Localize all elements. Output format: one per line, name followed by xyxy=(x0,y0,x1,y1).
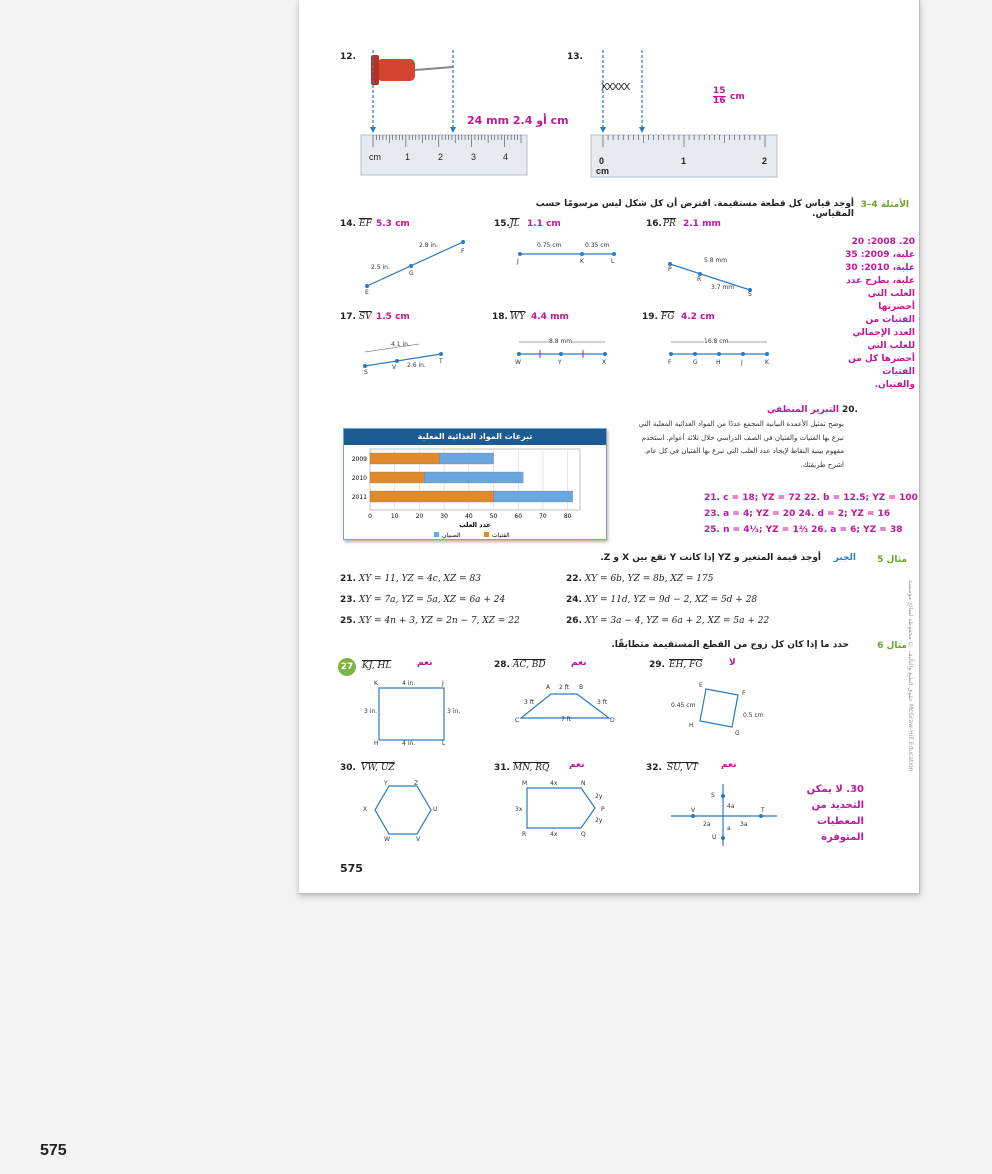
ruler-tick-3: 3 xyxy=(471,152,477,162)
label-J: J xyxy=(741,359,743,366)
exercise-28-trapezoid-figure xyxy=(517,690,617,730)
label-N: N xyxy=(581,780,586,787)
label-2y-bottom: 2y xyxy=(595,817,603,824)
exercise-32-cross-figure xyxy=(669,780,779,850)
exercise-29-answer: لا xyxy=(729,658,736,668)
label-H: H xyxy=(374,740,379,747)
exercise-29-segments: EH, FG xyxy=(669,660,703,670)
exercise-17-answer: 1.5 cm xyxy=(376,312,410,322)
label-Q: Q xyxy=(581,831,586,838)
label-K: K xyxy=(374,680,378,687)
exercise-28-number: 28. xyxy=(494,660,510,670)
label-F: F xyxy=(668,359,672,366)
exercise-31-number: 31. xyxy=(494,763,510,773)
exercise-31-answer: نعم xyxy=(569,760,585,770)
label-Z: Z xyxy=(414,780,419,787)
exercise-14-number: 14. xyxy=(340,219,356,229)
side-answer-30: 30. لا يمكن التحديد من المعطيات المتوفرة xyxy=(806,784,864,843)
exercise-16-answer: 2.1 mm xyxy=(683,219,721,229)
exercise-20-title: التبرير المنطقي xyxy=(766,405,839,415)
label-4-1in: 4.1 in. xyxy=(391,341,410,348)
section-tag-example-5: مثال 5 xyxy=(877,555,907,565)
exercise-18-number: 18. xyxy=(492,312,508,322)
exercise-20-number: 20. xyxy=(842,405,858,415)
label-G: G xyxy=(409,270,414,277)
label-2-5in: 2.5 in. xyxy=(371,264,390,271)
label-H: H xyxy=(689,722,694,729)
ruler-unit-label: cm xyxy=(596,166,610,176)
label-2y-top: 2y xyxy=(595,793,603,800)
exercise-13-number: 13. xyxy=(567,52,583,62)
label-F: F xyxy=(461,248,465,255)
ruler-tick-2: 2 xyxy=(438,152,444,162)
label-G: G xyxy=(735,730,740,737)
label-2-6in: 2.6 in. xyxy=(407,362,426,369)
section-instruction: أوجد قياس كل قطعة مستقيمة. افترض أن كل شكل ليس مرسومًا حسب المقياس. xyxy=(535,199,854,219)
legend-swatch-1 xyxy=(434,532,439,537)
exercise-31-pentagon-figure xyxy=(521,784,601,834)
label-4x-top: 4x xyxy=(550,780,558,787)
chart-title: تبرعات المواد الغذائية المعلبة xyxy=(344,429,606,445)
bar-2010-series-0 xyxy=(370,472,424,483)
x-tick-label: 50 xyxy=(489,513,498,520)
x-tick-label: 80 xyxy=(563,513,572,520)
label-X: X xyxy=(363,806,368,813)
label-3-7mm: 3.7 mm xyxy=(711,284,735,291)
exercise-30-segments: VW, UZ xyxy=(361,763,395,773)
exercise-27-answer: نعم xyxy=(417,658,433,668)
label-top-4in: 4 in. xyxy=(402,680,416,687)
problem-21: 21. XY = 11, YZ = 4c, XZ = 83 xyxy=(340,574,481,584)
label-M: M xyxy=(522,780,528,787)
label-J: J xyxy=(442,680,444,687)
x-tick-label: 60 xyxy=(514,513,523,520)
x-tick-label: 30 xyxy=(440,513,448,520)
legend-label-1: الصبيان xyxy=(442,532,461,539)
problem-23: 23. XY = 7a, YZ = 5a, XZ = 6a + 24 xyxy=(340,595,506,605)
label-B: B xyxy=(579,684,584,691)
bar-2011-series-0 xyxy=(370,491,494,502)
label-S: S xyxy=(364,369,368,376)
exercise-16-segment: $\overline{PR}$ xyxy=(663,219,676,229)
exercise-19-answer: 4.2 cm xyxy=(681,312,715,322)
exercise-19-number: 19. xyxy=(642,312,658,322)
answers-23-24: 23. a = 4; YZ = 20 24. d = 2; YZ = 16 xyxy=(704,509,891,519)
exercise-32-segments: SU, VT xyxy=(667,763,699,773)
algebra-label: الجبر xyxy=(833,553,856,563)
answers-25-26: 25. n = 4⅓; YZ = 1⅔ 26. a = 6; YZ = 38 xyxy=(704,525,903,535)
label-E: E xyxy=(365,289,369,296)
ruler-unit-label: cm xyxy=(369,152,381,162)
label-2a: 2a xyxy=(703,821,711,828)
x-tick-label: 0 xyxy=(368,513,372,520)
exercise-14-answer: 5.3 cm xyxy=(376,219,410,229)
label-left-3in: 3 in. xyxy=(364,708,378,715)
label-0-5cm: 0.5 cm xyxy=(743,712,764,719)
label-16-8cm: 16.8 cm xyxy=(704,338,729,345)
label-K: K xyxy=(765,359,769,366)
pushpin-needle xyxy=(415,67,453,70)
section3-instruction: حدد ما إذا كان كل زوج من القطع المستقيمة متطابقًا. xyxy=(611,640,849,650)
label-2-8in: 2.8 in. xyxy=(419,242,438,249)
label-4a: 4a xyxy=(727,803,735,810)
exercise-27-badge: 27 xyxy=(338,658,356,676)
problem-26: 26. XY = 3a − 4, YZ = 6a + 2, XZ = 5a + 22 xyxy=(566,616,770,626)
label-J: J xyxy=(517,258,519,265)
legend-label-0: الفتيات xyxy=(492,532,510,539)
answers-21-22: 21. c = 18; YZ = 72 22. b = 12.5; YZ = 100 xyxy=(704,493,918,503)
label-F: F xyxy=(742,690,746,697)
inner-page-number: 575 xyxy=(340,862,363,875)
exercise-28-answer: نعم xyxy=(571,658,587,668)
outer-page-number: 575 xyxy=(40,1142,67,1159)
label-right-3in: 3 in. xyxy=(447,708,461,715)
label-V: V xyxy=(416,836,421,843)
pushpin-head xyxy=(377,59,415,81)
exercise-28-segments: AC, BD xyxy=(513,660,546,670)
exercise-31-segments: MN, RQ xyxy=(513,763,550,773)
problem-22: 22. XY = 6b, YZ = 8b, XZ = 175 xyxy=(566,574,714,584)
section2-instruction: أوجد قيمة المتغير و YZ إذا كانت Y تقع بين X و Z. xyxy=(600,553,821,563)
label-C: C xyxy=(515,717,520,724)
bar-2011-series-1 xyxy=(494,491,573,502)
exercise-15-answer: 1.1 cm xyxy=(527,219,561,229)
x-tick-label: 10 xyxy=(390,513,399,520)
label-X: X xyxy=(602,359,607,366)
exercise-20-text: يوضح تمثيل الأعمدة البيانية المجمع عددًا من المواد الغذائية المعلبة التي تبرع بها الفتيات والفتيان في الصف الدراسي خلال ثلاثة أعوام. استخدم مفهوم بينية النقاط لإيجاد عدد العلب التي تبرع بها الفتيان في كل عام. اشرح طريقتك. xyxy=(638,420,844,469)
exercise-13-answer-unit: cm xyxy=(730,92,745,102)
label-S: S xyxy=(711,792,715,799)
label-right-3ft: 3 ft xyxy=(597,699,608,706)
textbook-page xyxy=(299,0,920,894)
exercise-19-segment: $\overline{FG}$ xyxy=(661,312,675,322)
label-V: V xyxy=(691,807,696,814)
section-tag-example-6: مثال 6 xyxy=(877,641,907,651)
label-0-45cm: 0.45 cm xyxy=(671,702,696,709)
label-D: D xyxy=(610,717,615,724)
exercise-13-answer-fraction: 15 16 xyxy=(713,86,726,106)
exercise-12-number: 12. xyxy=(340,52,356,62)
exercise-12-answer: 24 mm أو 2.4 cm xyxy=(467,114,569,127)
chart-plot xyxy=(344,445,606,539)
ruler-tick-1: 1 xyxy=(405,152,411,162)
ruler-tick-2: 2 xyxy=(762,156,768,166)
publisher-vertical-text: حقوق الطبع والتأليف © محفوظة لصالح مؤسسة McGraw-Hill Education xyxy=(907,580,914,772)
label-L: L xyxy=(442,740,446,747)
label-K: K xyxy=(580,258,584,265)
x-tick-label: 20 xyxy=(415,513,424,520)
exercise-17-segment: $\overline{SV}$ xyxy=(359,312,372,322)
bar-2010-series-1 xyxy=(424,472,523,483)
label-5-8mm: 5.8 mm xyxy=(704,257,728,264)
label-G: G xyxy=(693,359,698,366)
bar-2009-series-0 xyxy=(370,453,439,464)
exercise-18-segment: $\overline{WY}$ xyxy=(510,312,526,322)
label-R: R xyxy=(697,276,702,283)
label-3a: 3a xyxy=(740,821,748,828)
exercise-32-number: 32. xyxy=(646,763,662,773)
problem-25: 25. XY = 4n + 3, YZ = 2n − 7, XZ = 22 xyxy=(340,616,520,626)
ruler-tick-0: 0 xyxy=(599,156,605,166)
x-axis-label: عدد العلب xyxy=(459,521,491,529)
label-2ft: 2 ft xyxy=(559,684,570,691)
label-S: S xyxy=(748,291,752,298)
exercise-17-number: 17. xyxy=(340,312,356,322)
category-label-2011: 2011 xyxy=(351,494,367,501)
problem-24: 24. XY = 11d, YZ = 9d − 2, XZ = 5d + 28 xyxy=(566,595,758,605)
label-left-3ft: 3 ft xyxy=(524,699,535,706)
x-marks: XXXXX xyxy=(601,82,630,93)
exercise-18-answer: 4.4 mm xyxy=(531,312,569,322)
label-R: R xyxy=(522,831,527,838)
label-Y: Y xyxy=(558,359,562,366)
side-answer-20: 20. 2008: 20 علبة، 2009: 35 علبة، 2010: 30 علبة، بطرح عدد العلب التي أحضرتها الفتيات من العدد الإجمالي للعلب التي أحضرها كل من الفتيات والفتيان. xyxy=(845,237,915,390)
exercise-27-rectangle-figure xyxy=(369,680,479,750)
x-tick-label: 70 xyxy=(539,513,547,520)
answers-block xyxy=(704,490,919,538)
exercise-30-number: 30. xyxy=(340,763,356,773)
label-V: V xyxy=(392,364,397,371)
exercise-14-segment: $\overline{EF}$ xyxy=(359,219,372,229)
category-label-2009: 2009 xyxy=(351,456,367,463)
pushpin-cap xyxy=(371,55,379,85)
label-L: L xyxy=(611,258,615,265)
ruler-tick-1: 1 xyxy=(681,156,687,166)
bar-2009-series-1 xyxy=(439,453,493,464)
exercise-15-segment: $\overline{JL}$ xyxy=(510,219,520,229)
label-3x: 3x xyxy=(515,806,523,813)
label-H: H xyxy=(716,359,721,366)
label-7ft: 7 ft xyxy=(561,716,572,723)
exercise-32-answer: نعم xyxy=(721,760,737,770)
label-0-75cm: 0.75 cm xyxy=(537,242,562,249)
label-T: T xyxy=(761,807,765,814)
label-W: W xyxy=(384,836,390,843)
exercise-15-number: 15. xyxy=(494,219,510,229)
label-4x-bottom: 4x xyxy=(550,831,558,838)
label-U: U xyxy=(433,806,438,813)
label-T: T xyxy=(439,358,443,365)
label-P: P xyxy=(668,266,672,273)
x-tick-label: 40 xyxy=(465,513,473,520)
label-A: A xyxy=(546,684,551,691)
label-0-35cm: 0.35 cm xyxy=(585,242,610,249)
label-Y: Y xyxy=(384,780,388,787)
label-bottom-4in: 4 in. xyxy=(402,740,416,747)
exercise-29-number: 29. xyxy=(649,660,665,670)
label-a: a xyxy=(727,825,731,832)
stacked-bar-chart xyxy=(343,428,607,540)
pushpin-ruler-figure xyxy=(359,45,539,180)
label-U: U xyxy=(712,834,717,841)
section-tag-examples-3-4: الأمثلة 4–3 xyxy=(860,200,909,210)
exercise-16-number: 16. xyxy=(646,219,662,229)
label-W: W xyxy=(515,359,521,366)
exercise-30-hexagon-figure xyxy=(369,782,439,840)
legend-swatch-0 xyxy=(484,532,489,537)
label-E: E xyxy=(699,682,703,689)
label-P: P xyxy=(601,806,605,813)
label-8-8mm: 8.8 mm xyxy=(549,338,573,345)
exercise-27-segments: KJ, HL xyxy=(362,661,392,671)
category-label-2010: 2010 xyxy=(351,475,367,482)
ruler-tick-4: 4 xyxy=(503,152,509,162)
